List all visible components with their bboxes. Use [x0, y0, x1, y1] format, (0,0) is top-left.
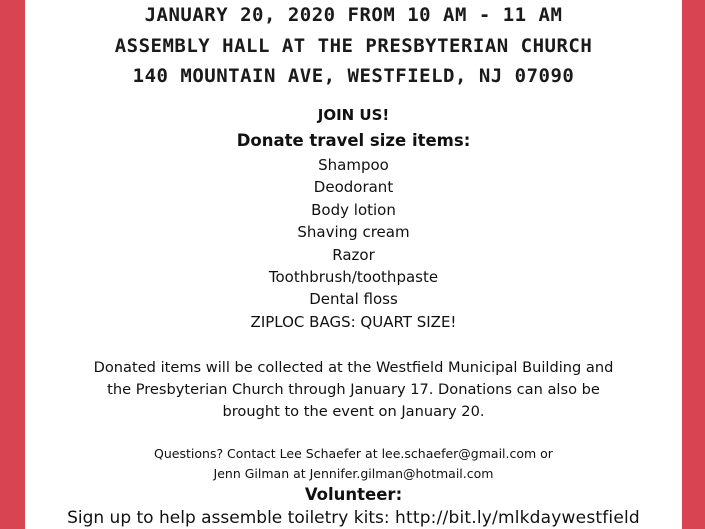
flyer — [25, 0, 682, 529]
list-item: Shampoo — [318, 156, 389, 174]
contact-line: Jenn Gilman at Jennifer.gilman@hotmail.com — [213, 466, 494, 481]
list-item: ZIPLOC BAGS: QUART SIZE! — [250, 312, 457, 331]
list-item: Deodorant — [313, 178, 394, 197]
list-item: Shaving cream — [297, 223, 410, 242]
list-item: Razor — [332, 245, 375, 264]
signup-link[interactable]: http://bit.ly/mlkdaywestfield — [394, 508, 640, 528]
signup-text: Sign up to help assemble toiletry kits: — [67, 508, 395, 528]
event-address: 140 MOUNTAIN AVE, WESTFIELD, NJ 07090 — [132, 65, 575, 87]
collection-info — [25, 357, 682, 423]
collection-line: brought to the event on January 20. — [222, 403, 485, 420]
contact-line: Questions? Contact Lee Schaefer at lee.schaefer@gmail.com or — [154, 446, 553, 461]
list-item: Body lotion — [311, 200, 396, 219]
contact-info — [25, 444, 682, 484]
donation-items-list — [25, 154, 682, 333]
event-date-time: JANUARY 20, 2020 FROM 10 AM - 11 AM — [144, 4, 563, 26]
donate-heading: Donate travel size items: — [236, 131, 471, 150]
list-item: Toothbrush/toothpaste — [268, 267, 439, 286]
collection-line: the Presbyterian Church through January 17. Donations can also be — [107, 381, 600, 398]
volunteer-heading: Volunteer: — [304, 485, 403, 504]
join-us-heading: JOIN US! — [317, 106, 390, 124]
event-venue: ASSEMBLY HALL AT THE PRESBYTERIAN CHURCH — [114, 35, 593, 57]
signup-line — [25, 508, 682, 528]
collection-line: Donated items will be collected at the Westfield Municipal Building and — [93, 359, 614, 376]
list-item: Dental floss — [309, 290, 398, 309]
